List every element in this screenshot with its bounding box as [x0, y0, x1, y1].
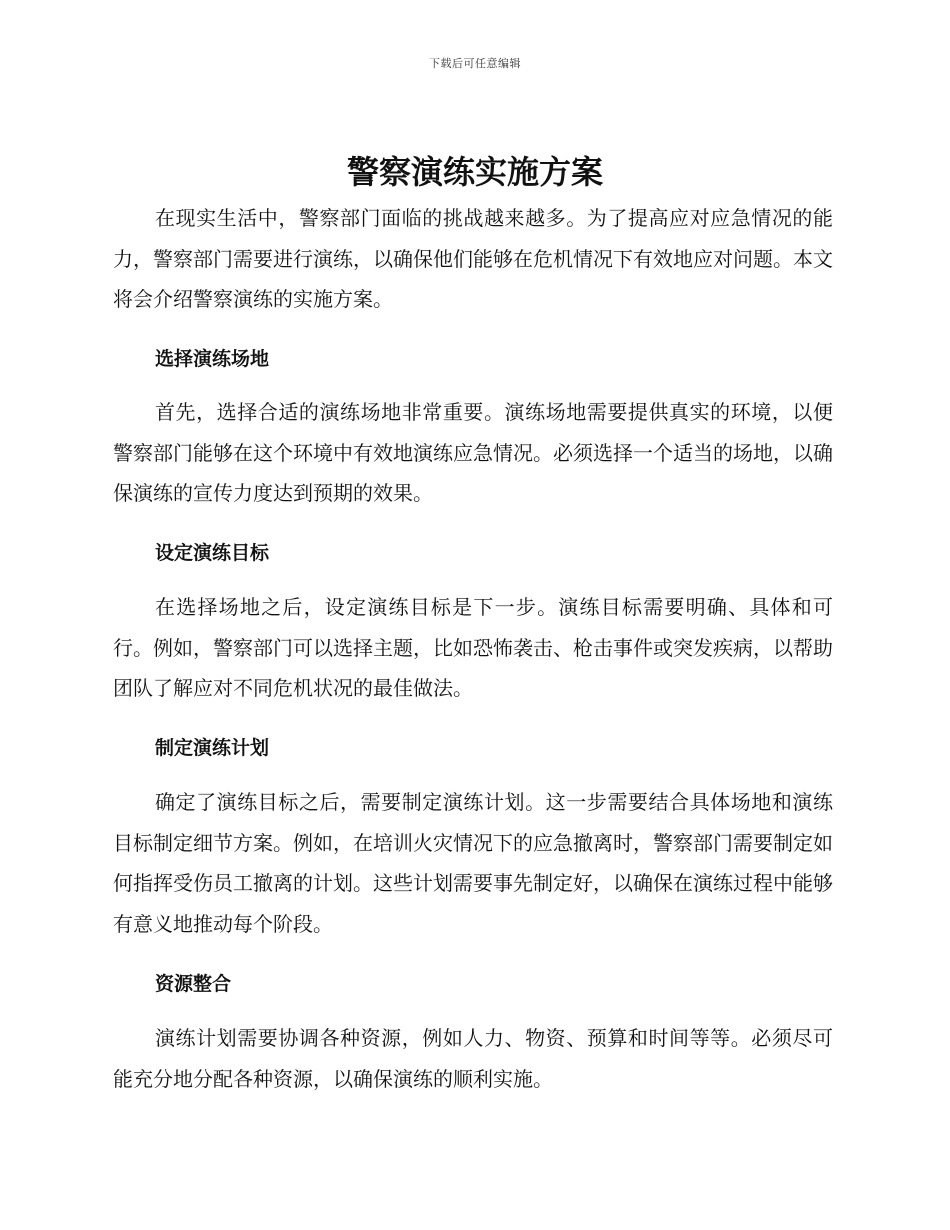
section-plan-body — [113, 782, 833, 944]
section-site-body — [113, 392, 833, 514]
section-paragraph: 确定了演练目标之后，需要制定演练计划。这一步需要结合具体场地和演练目标制定细节方案。例如，在培训火灾情况下的应急撤离时，警察部门需要制定如何指挥受伤员工撤离的计划。这些计划需要事先制定好，以确保在演练过程中能够有意义地推动每个阶段。 — [113, 790, 833, 936]
section-paragraph: 首先，选择合适的演练场地非常重要。演练场地需要提供真实的环境，以便警察部门能够在这个环境中有效地演练应急情况。必须选择一个适当的场地，以确保演练的宣传力度达到预期的效果。 — [113, 400, 833, 505]
header-note: 下载后可任意编辑 — [429, 57, 521, 70]
section-plan — [113, 728, 833, 768]
section-goal-body — [113, 587, 833, 709]
intro-block — [113, 198, 833, 320]
section-heading: 制定演练计划 — [155, 737, 270, 759]
document-title: 警察演练实施方案 — [346, 153, 603, 191]
section-paragraph: 演练计划需要协调各种资源，例如人力、物资、预算和时间等等。必须尽可能充分地分配各种资源，以确保演练的顺利实施。 — [113, 1026, 833, 1091]
section-goal — [113, 533, 833, 573]
intro-paragraph: 在现实生活中，警察部门面临的挑战越来越多。为了提高应对应急情况的能力，警察部门需要进行演练，以确保他们能够在危机情况下有效地应对问题。本文将会介绍警察演练的实施方案。 — [113, 206, 833, 311]
section-resources — [113, 964, 833, 1004]
section-heading: 选择演练场地 — [155, 348, 270, 370]
section-site — [113, 339, 833, 379]
section-heading: 设定演练目标 — [155, 542, 270, 564]
section-resources-body — [113, 1018, 833, 1099]
section-heading: 资源整合 — [155, 973, 232, 995]
section-paragraph: 在选择场地之后，设定演练目标是下一步。演练目标需要明确、具体和可行。例如，警察部门可以选择主题，比如恐怖袭击、枪击事件或突发疾病，以帮助团队了解应对不同危机状况的最佳做法。 — [113, 595, 833, 700]
